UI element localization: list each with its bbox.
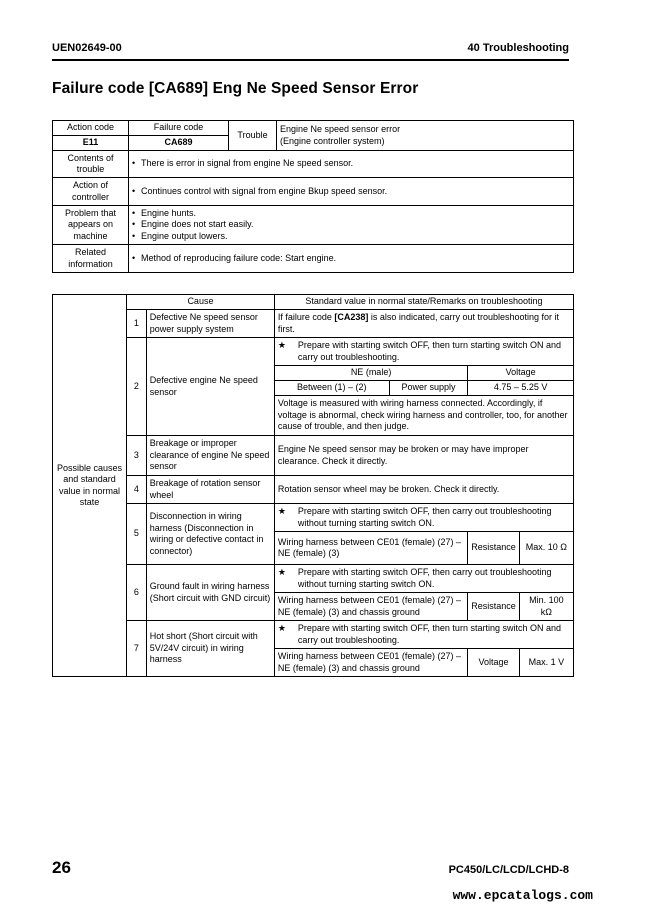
- related-value: • Method of reproducing failure code: Start engine.: [129, 245, 574, 273]
- star-icon: ★: [277, 567, 286, 577]
- cause-number: 5: [127, 504, 147, 565]
- cause-text: Defective engine Ne speed sensor: [146, 338, 274, 436]
- trouble-line: Engine Ne speed sensor error: [280, 124, 401, 134]
- star-icon: ★: [277, 506, 286, 516]
- instruction-text: Prepare with starting switch OFF, then turn starting switch ON and carry out troubleshooting.: [297, 340, 561, 362]
- section-title: 40 Troubleshooting: [467, 42, 569, 54]
- instruction-text: Prepare with starting switch OFF, then carry out troubleshooting without turning starting switch ON.: [297, 567, 552, 589]
- cause-instruction: [274, 504, 573, 532]
- harness-spec: Wiring harness between CE01 (female) (27) – NE (female) (3) and chassis ground: [274, 593, 467, 621]
- trouble-description: [277, 121, 574, 151]
- measure-item: Resistance: [468, 532, 520, 565]
- failure-code-label: Failure code: [129, 121, 229, 136]
- star-icon: ★: [277, 340, 286, 350]
- cause-number: 6: [127, 565, 147, 621]
- cause-text: Breakage of rotation sensor wheel: [146, 476, 274, 504]
- cause-instruction: [274, 565, 573, 593]
- measure-value: Max. 1 V: [519, 649, 573, 677]
- trouble-line: (Engine controller system): [280, 135, 385, 146]
- connector-header: NE (male): [274, 366, 467, 381]
- measure-value: Max. 10 Ω: [519, 532, 573, 565]
- remark-text: is also indicated, carry out troubleshooting for it first.: [277, 312, 560, 334]
- measure-points: Between (1) – (2): [274, 381, 389, 396]
- star-icon: ★: [277, 623, 286, 633]
- measure-item: Resistance: [468, 593, 520, 621]
- cause-text: Defective Ne speed sensor power supply system: [146, 310, 274, 338]
- measure-condition: Power supply: [389, 381, 468, 396]
- watermark: www.epcatalogs.com: [452, 888, 593, 903]
- cause-text: Breakage or improper clearance of engine Ne speed sensor: [146, 436, 274, 476]
- cause-note: Voltage is measured with wiring harness connected. Accordingly, if voltage is abnormal, check wiring harness and controller, too, for another cause of trouble, and then judge.: [274, 396, 573, 436]
- cause-number: 1: [127, 310, 147, 338]
- cause-text: Ground fault in wiring harness (Short circuit with GND circuit): [146, 565, 274, 621]
- cause-remark: Engine Ne speed sensor may be broken or may have improper clearance. Check it directly.: [274, 436, 573, 476]
- machine-model: PC450/LC/LCD/LCHD-8: [448, 864, 569, 876]
- measure-value: 4.75 – 5.25 V: [468, 381, 574, 396]
- remark-header: Standard value in normal state/Remarks on troubleshooting: [274, 295, 573, 310]
- cause-number: 4: [127, 476, 147, 504]
- instruction-text: Prepare with starting switch OFF, then carry out troubleshooting without turning starting switch ON.: [297, 506, 552, 528]
- harness-spec: Wiring harness between CE01 (female) (27) – NE (female) (3) and chassis ground: [274, 649, 467, 677]
- action-code-label: Action code: [53, 121, 129, 136]
- instruction-text: Prepare with starting switch OFF, then turn starting switch ON and carry out troubleshooting.: [297, 623, 561, 645]
- problem-list: • Engine hunts. • Engine does not start easily. • Engine output lowers.: [129, 206, 574, 245]
- problem-item: Engine hunts.: [141, 207, 197, 218]
- measure-item: Voltage: [468, 649, 520, 677]
- contents-value: • There is error in signal from engine Ne speed sensor.: [129, 151, 574, 178]
- failure-code-value: CA689: [129, 136, 229, 151]
- cause-instruction: [274, 621, 573, 649]
- action-text: Continues control with signal from engine Bkup speed sensor.: [141, 185, 388, 196]
- action-code-value: E11: [53, 136, 129, 151]
- cause-number: 7: [127, 621, 147, 677]
- page-title: Failure code [CA689] Eng Ne Speed Sensor Error: [52, 80, 419, 97]
- document-code: UEN02649-00: [52, 42, 122, 54]
- action-value: • Continues control with signal from engine Bkup speed sensor.: [129, 178, 574, 206]
- cause-text: Disconnection in wiring harness (Disconnection in wiring or defective contact in connector): [146, 504, 274, 565]
- related-label: Related information: [53, 245, 129, 273]
- problem-item: Engine does not start easily.: [141, 219, 254, 230]
- cause-instruction: [274, 338, 573, 366]
- related-text: Method of reproducing failure code: Start engine.: [141, 252, 337, 263]
- header-rule: [52, 59, 569, 61]
- cause-remark: [274, 310, 573, 338]
- harness-spec: Wiring harness between CE01 (female) (27) – NE (female) (3): [274, 532, 467, 565]
- action-label: Action of controller: [53, 178, 129, 206]
- cause-header: Cause: [127, 295, 275, 310]
- trouble-label: Trouble: [229, 121, 277, 151]
- causes-table: [52, 294, 574, 677]
- failure-info-table: [52, 120, 574, 273]
- contents-text: There is error in signal from engine Ne speed sensor.: [141, 158, 354, 169]
- causes-side-label: Possible causes and standard value in normal state: [53, 295, 127, 677]
- cause-number: 2: [127, 338, 147, 436]
- cause-remark: Rotation sensor wheel may be broken. Check it directly.: [274, 476, 573, 504]
- failure-code-ref: [CA238]: [334, 312, 369, 322]
- problem-item: Engine output lowers.: [141, 230, 228, 241]
- cause-text: Hot short (Short circuit with 5V/24V circuit) in wiring harness: [146, 621, 274, 677]
- measure-value: Min. 100 kΩ: [519, 593, 573, 621]
- voltage-header: Voltage: [468, 366, 574, 381]
- problem-label: Problem that appears on machine: [53, 206, 129, 245]
- cause-number: 3: [127, 436, 147, 476]
- remark-text: If failure code: [277, 312, 335, 322]
- page-number: 26: [52, 858, 71, 877]
- contents-label: Contents of trouble: [53, 151, 129, 178]
